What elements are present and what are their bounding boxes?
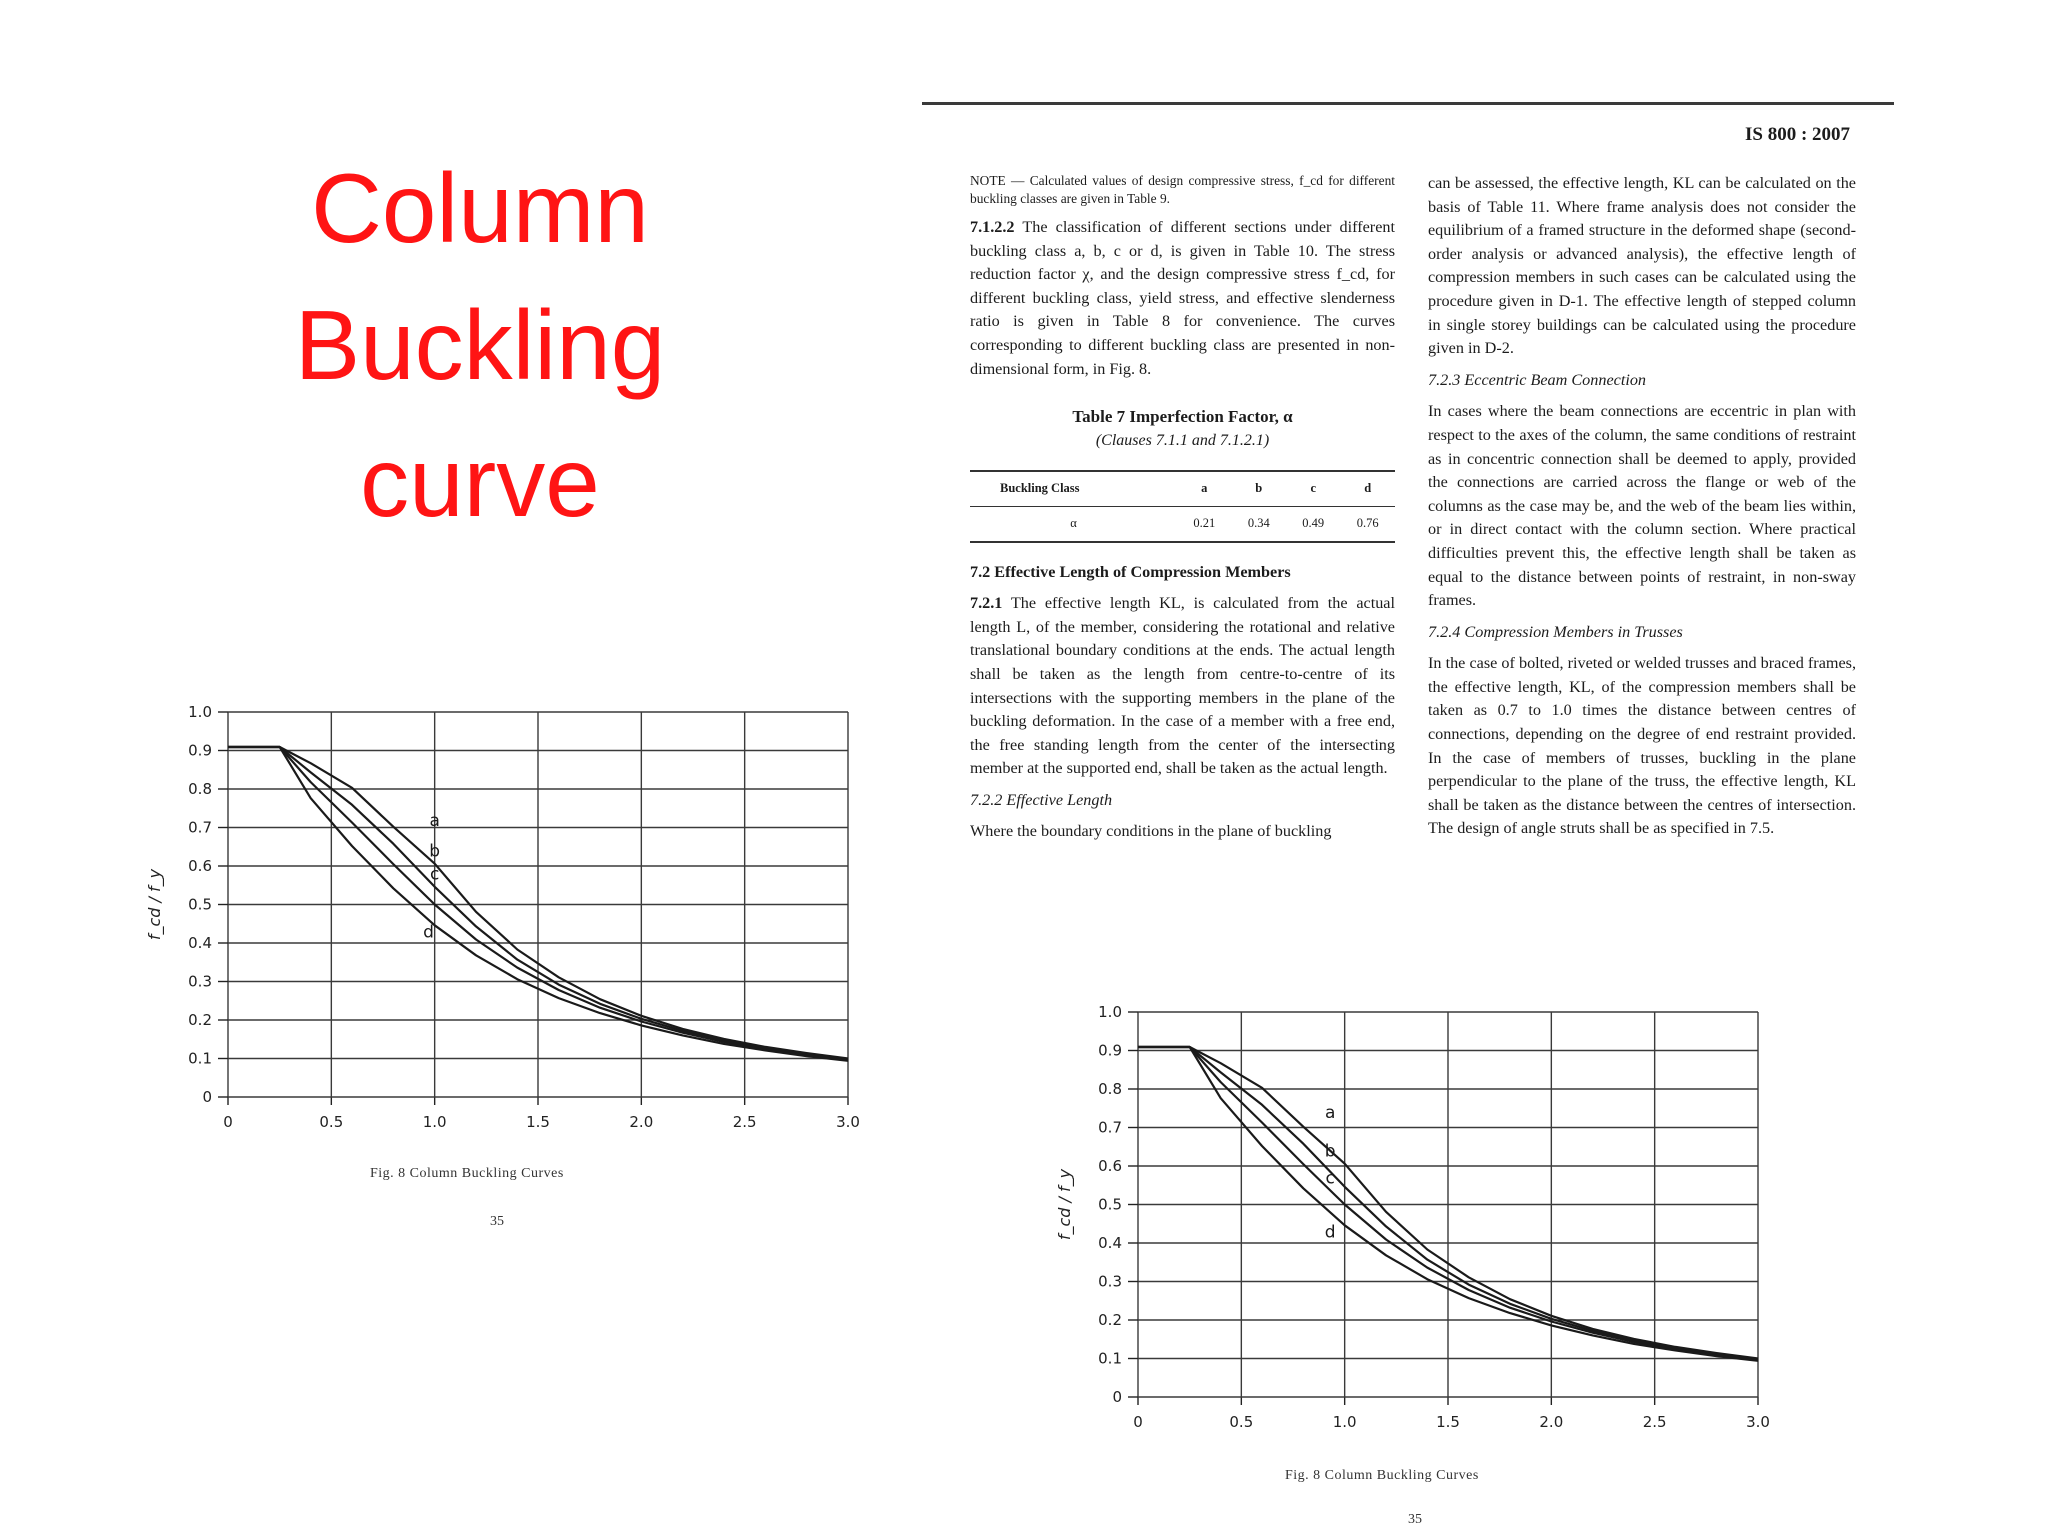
imperfection-table (970, 470, 1395, 542)
series-label-d: d (423, 922, 434, 943)
clause-number: 7.2.1 (970, 594, 1003, 613)
y-tick-label: 0.7 (1098, 1118, 1122, 1137)
x-tick-label: 0.5 (1229, 1413, 1254, 1431)
table-header-cell: a (1201, 481, 1208, 496)
x-tick-label: 0 (1133, 1413, 1143, 1431)
section-heading: 7.2.4 Compression Members in Trusses (1428, 622, 1683, 641)
page-top-rule (922, 102, 1894, 105)
y-tick-label: 0.9 (1098, 1041, 1122, 1060)
table-cell: 0.21 (1193, 515, 1216, 530)
y-tick-label: 0.2 (1098, 1311, 1122, 1329)
clause-text: The classification of different sections under different buckling class a, b, c or d, is given in Table 10. The stress reduction factor χ, and the design compressive stress f_cd, for different buckling class, yield stress, and effective slenderness ratio is given in Table 8 for convenience. The curves corresponding to different buckling class are presented in non-dimensional form, in Fig. 8. (970, 218, 1395, 378)
section-heading: 7.2.3 Eccentric Beam Connection (1428, 370, 1647, 389)
y-tick-label: 0.4 (1098, 1234, 1122, 1252)
table-title: Table 7 Imperfection Factor, α (1072, 407, 1293, 427)
y-tick-label: 0.6 (1098, 1157, 1122, 1175)
series-label-d: d (1324, 1222, 1336, 1243)
y-tick-label: 0.1 (1098, 1349, 1122, 1368)
y-axis-label: f_cd / f_y (145, 868, 164, 941)
paragraph-continued: can be assessed, the effective length, KL can be calculated on the basis of Table 11. Where frame analysis does not consider the equilibrium of a framed structure in the deformed shape (second-order analysis or advanced analysis), the effective length of compression members in such cases can be calculated using the procedure given in D-1. The effective length of stepped column in single storey buildings can be calculated using the procedure given in D-2. (1428, 174, 1856, 358)
series-label-b: b (1324, 1141, 1336, 1162)
x-tick-label: 2.0 (1539, 1413, 1564, 1431)
table-header-row (970, 471, 1395, 506)
x-tick-label: 0.5 (319, 1113, 344, 1131)
paragraph-7-2-3: In cases where the beam connections are eccentric in plan with respect to the axes of the column, the same conditions of restraint as in concentric connection shall be deemed to apply, provided the connections are carried across the flange or web of the columns as the case may be, and the web of the beam lies within, or in direct contact with the column section. Where practical difficulties prevent this, the effective length shall be taken as equal to the distance between points of restraint, in non-sway frames. (1428, 402, 1856, 610)
series-label-c: c (429, 864, 440, 885)
paragraph-7-2-1 (970, 592, 1395, 781)
x-tick-label: 1.5 (1436, 1413, 1460, 1431)
x-tick-label: 3.0 (836, 1113, 860, 1131)
paragraph-7-2-4: In the case of bolted, riveted or welded trusses and braced frames, the effective length, KL, of the compression members shall be taken as 0.7 to 1.0 times the distance between centres of connections, depending on the degree of end restraint provided. In the case of members of trusses, buckling in the plane perpendicular to the plane of the truss, the effective length, KL shall be taken as the distance between the centres of intersection. The design of angle struts shall be as specified in 7.5. (1428, 654, 1856, 838)
series-label-a: a (429, 810, 440, 831)
y-tick-label: 0.4 (188, 934, 212, 952)
table-cell: 0.76 (1356, 515, 1379, 530)
figure-caption: Fig. 8 Column Buckling Curves (370, 1166, 564, 1181)
y-tick-label: 0.7 (188, 818, 212, 837)
y-tick-label: 1.0 (1098, 1003, 1122, 1021)
table-header-cell: Buckling Class (1000, 481, 1080, 496)
y-tick-label: 0.5 (188, 895, 212, 914)
y-tick-label: 1.0 (188, 703, 212, 721)
note-text: NOTE — Calculated values of design compressive stress, f_cd for different buckling classes are given in Table 9. (970, 173, 1395, 206)
slide-title-line: Column (311, 153, 649, 263)
x-tick-label: 1.0 (422, 1113, 447, 1131)
table-row (970, 506, 1395, 541)
y-tick-label: 0.8 (1098, 1080, 1122, 1098)
series-label-c: c (1325, 1168, 1335, 1189)
y-tick-label: 0.5 (1098, 1195, 1122, 1214)
clause-text: The effective length KL, is calculated from the actual length L, of the member, considering the rotational and relative translational boundary conditions at the ends. The actual length shall be taken as the length from centre-to-centre of its intersections with the supporting members in the plane of the buckling deformation. In the case of a member with a free end, the free standing length from the center of the intersecting member at the supported end, shall be taken as the actual length. (970, 594, 1395, 778)
x-tick-label: 2.5 (732, 1113, 757, 1131)
section-heading: 7.2 Effective Length of Compression Members (970, 562, 1291, 581)
figure-caption: Fig. 8 Column Buckling Curves (1285, 1468, 1479, 1483)
slide-title-line: Buckling (294, 290, 666, 400)
table-clauses: (Clauses 7.1.1 and 7.1.2.1) (1095, 431, 1270, 449)
y-tick-label: 0.1 (188, 1049, 212, 1068)
series-label-a: a (1324, 1103, 1336, 1124)
paragraph-7-1-2-2 (970, 216, 1395, 381)
x-tick-label: 1.0 (1332, 1413, 1357, 1431)
slide-title (230, 140, 730, 551)
x-tick-label: 0 (223, 1113, 233, 1131)
table-header-cell: c (1310, 481, 1317, 496)
table-header-cell: d (1364, 481, 1372, 496)
table-header-cell: b (1255, 481, 1263, 496)
table-cell: α (1070, 515, 1077, 530)
slide-title-line: curve (360, 427, 600, 537)
x-tick-label: 1.5 (526, 1113, 550, 1131)
y-tick-label: 0.9 (188, 741, 212, 760)
y-tick-label: 0 (1112, 1388, 1122, 1406)
clause-number: 7.1.2.2 (970, 218, 1015, 236)
page-number: 35 (490, 1214, 504, 1229)
x-tick-label: 2.0 (629, 1113, 654, 1131)
y-tick-label: 0.8 (188, 780, 212, 798)
x-tick-label: 2.5 (1642, 1413, 1667, 1431)
paragraph-7-2-2: Where the boundary conditions in the plane of buckling (970, 822, 1332, 841)
page-number: 35 (1408, 1512, 1422, 1527)
y-axis-label: f_cd / f_y (1055, 1168, 1074, 1241)
section-heading: 7.2.2 Effective Length (970, 790, 1113, 809)
page-right-column (1428, 172, 1856, 841)
table-cell: 0.34 (1247, 515, 1270, 530)
y-tick-label: 0.3 (188, 972, 212, 991)
buckling-curves-chart-left (130, 690, 870, 1140)
table-cell: 0.49 (1302, 515, 1325, 530)
standard-label: IS 800 : 2007 (1745, 124, 1851, 145)
y-tick-label: 0.6 (188, 857, 212, 875)
y-tick-label: 0.2 (188, 1011, 212, 1029)
x-tick-label: 3.0 (1746, 1413, 1770, 1431)
y-tick-label: 0.3 (1098, 1272, 1122, 1291)
buckling-curves-chart-right (1040, 990, 1780, 1440)
y-tick-label: 0 (202, 1088, 212, 1106)
series-label-b: b (429, 841, 441, 862)
page-left-column (970, 172, 1395, 844)
